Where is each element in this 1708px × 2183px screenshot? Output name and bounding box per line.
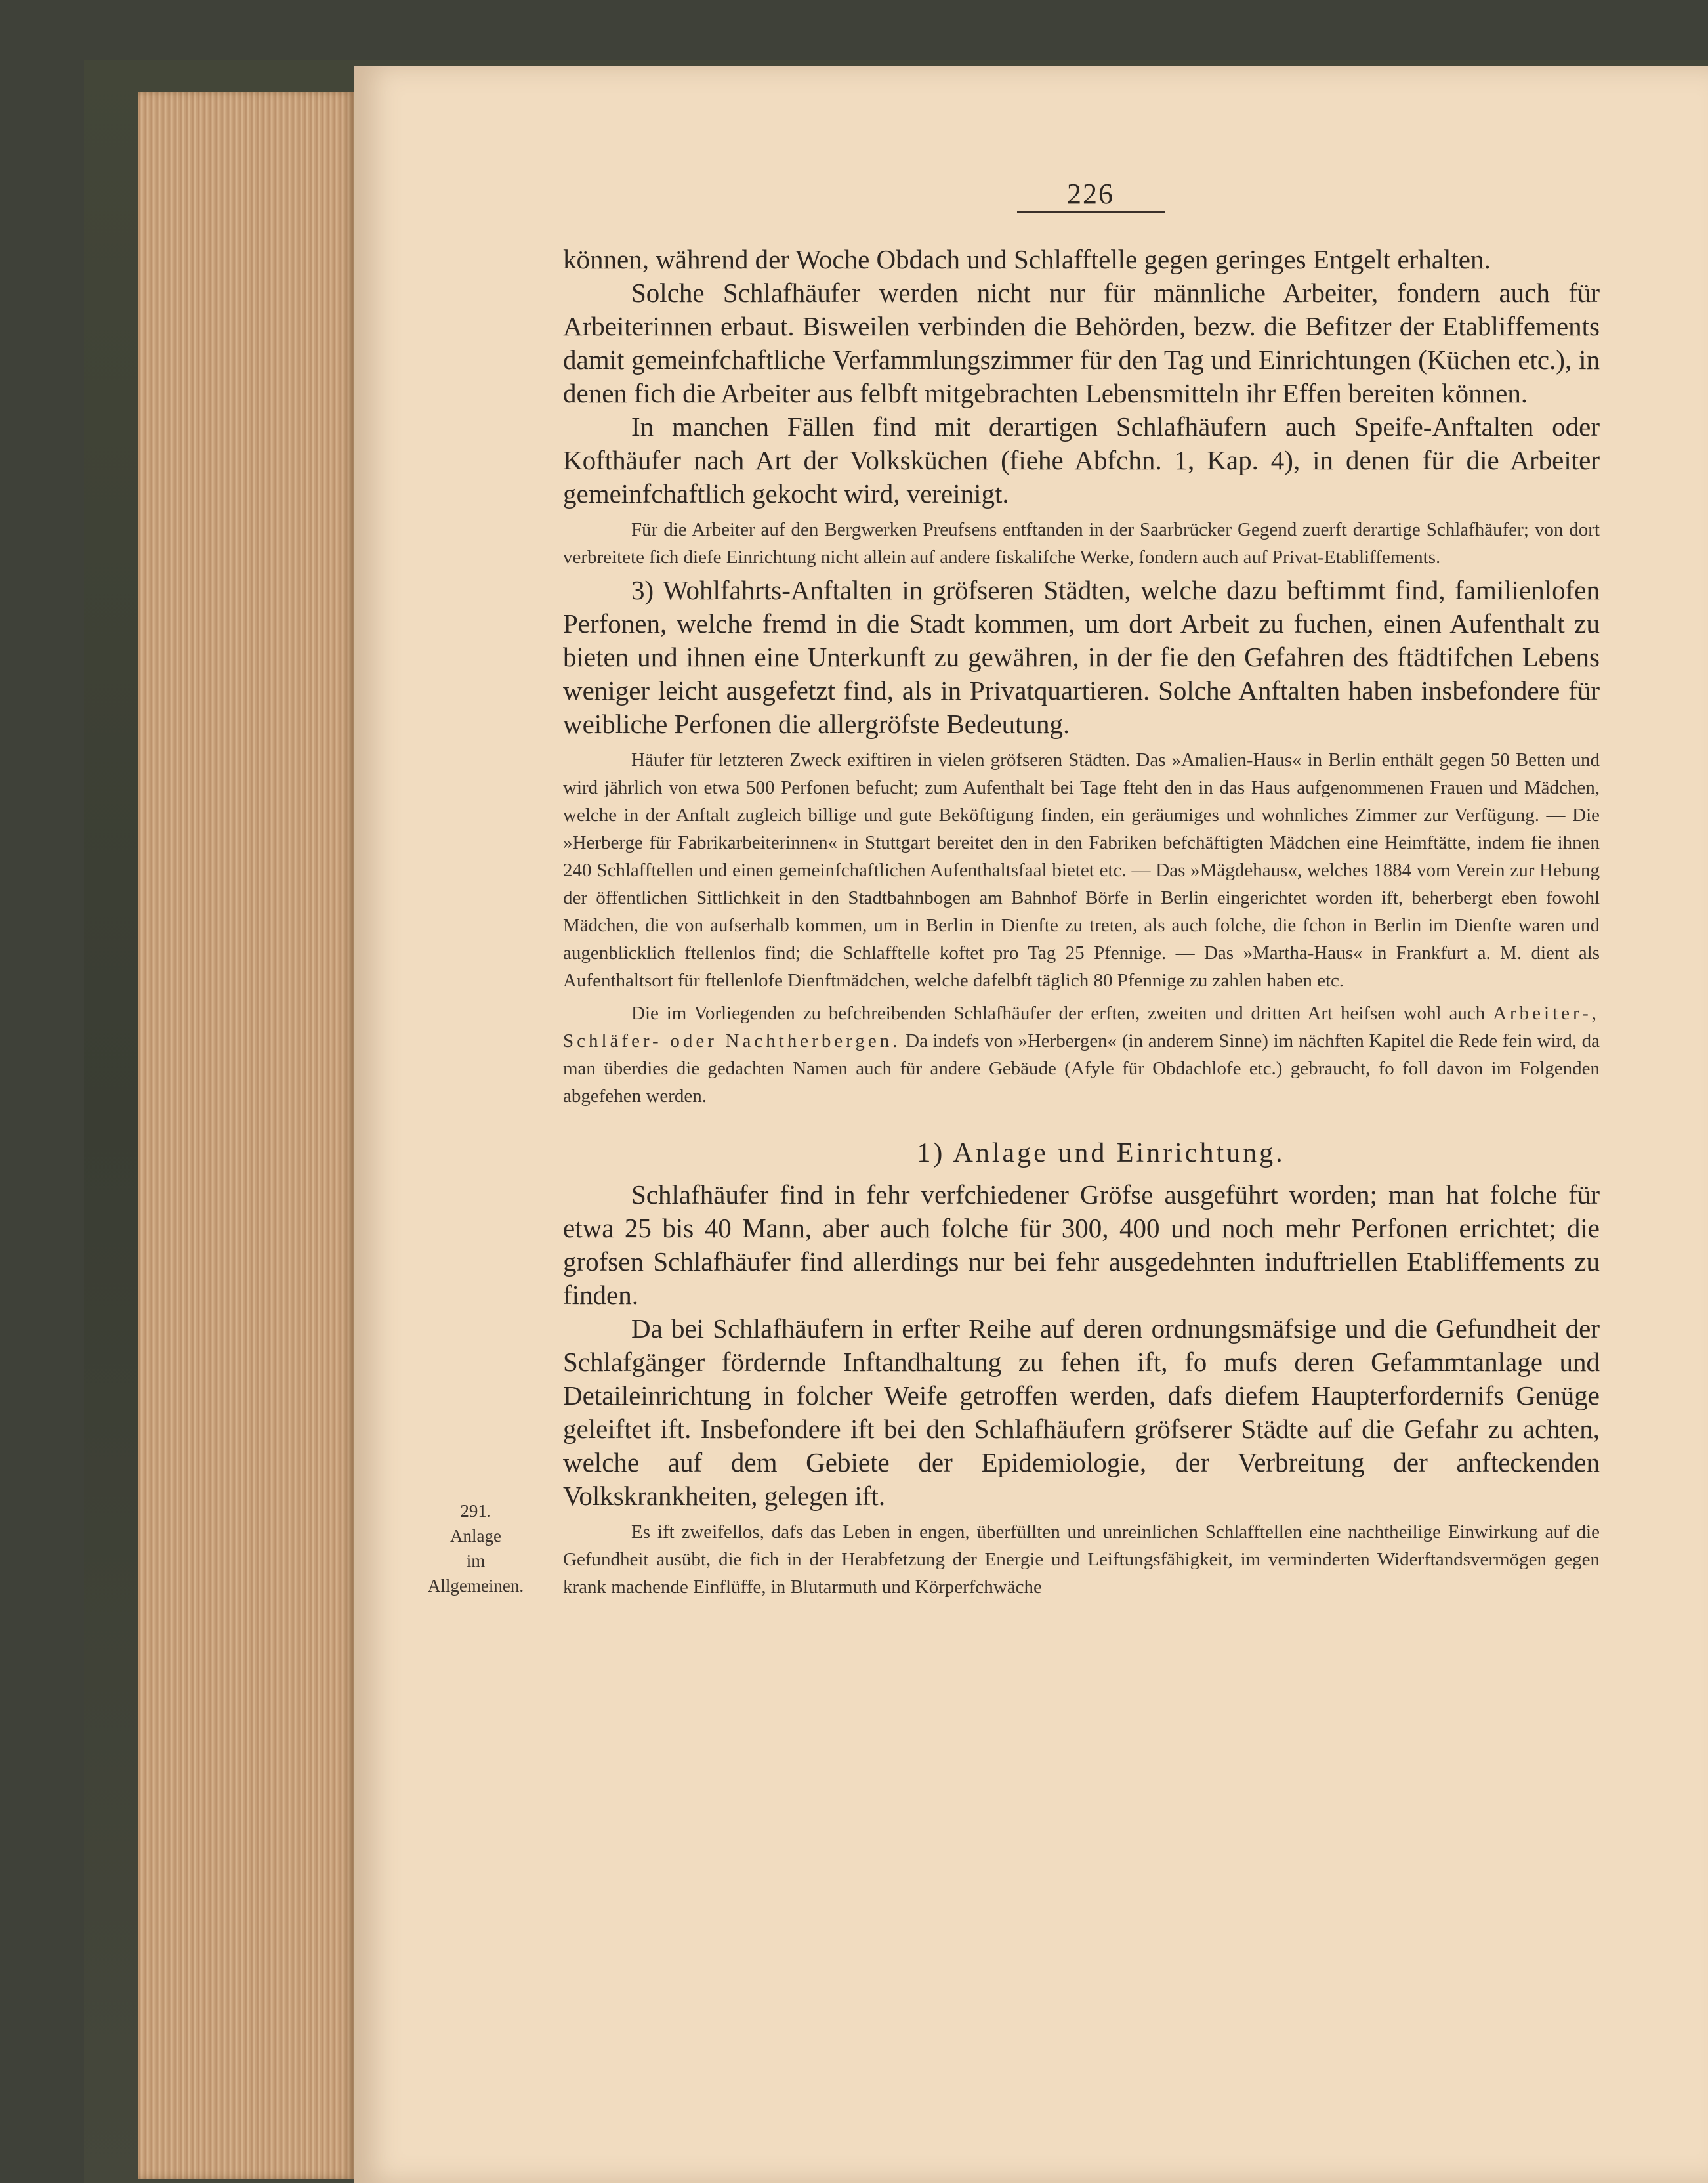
- spaced-term: Arbeiter-, Schläfer- oder Nachtherbergen.: [563, 1003, 1600, 1051]
- paragraph: Solche Schlafhäufer werden nicht nur für männliche Arbeiter, fondern auch für Arbeiterinnen erbaut. Bisweilen verbinden die Behörden, bezw. die Befitzer der Etabliffements damit gemeinfchaftliche Verfammlungszimmer für den Tag und Einrichtungen (Küchen etc.), in denen fich die Arbeiter aus felbft mitgebrachten Lebensmitteln ihr Effen bereiten können.: [563, 278, 1600, 408]
- footnote-paragraph: Es ift zweifellos, dafs das Leben in engen, überfüllten und unreinlichen Schlafftellen eine nachtheilige Einwirkung auf die Gefundheit ausübt, die fich in der Herabfetzung der Energie und Leiftungsfähigkeit, im verminderten Widerftandsvermögen gegen krank machende Einflüffe, in Blutarmuth und Körperfchwäche: [563, 1521, 1600, 1598]
- footnote-paragraph: [563, 1000, 1600, 1110]
- footnote-paragraph: Für die Arbeiter auf den Bergwerken Preufsens entftanden in der Saarbrücker Gegend zuerft derartige Schlafhäufer; von dort verbreitete fich diefe Einrichtung nicht allein auf andere fiskalifche Werke, fondern auch auf Privat-Etabliffements.: [563, 519, 1600, 568]
- text-column: [563, 243, 1600, 1603]
- paragraph: 3) Wohlfahrts-Anftalten in gröfseren Städten, welche dazu beftimmt find, familienlofen Perfonen, welche fremd in die Stadt kommen, um dort Arbeit zu fuchen, einen Aufenthalt zu bieten und ihnen eine Unterkunft zu gewähren, in der fie den Gefahren des ftädtifchen Lebens weniger leicht ausgefetzt find, als in Privatquartieren. Solche Anftalten haben insbefondere für weibliche Perfonen die allergröfste Bedeutung.: [563, 575, 1600, 739]
- footnote-text: Die im Vorliegenden zu befchreibenden Schlafhäufer der erften, zweiten und dritten Art heifsen wohl auch: [631, 1003, 1486, 1024]
- margin-note-number: 291.: [460, 1501, 491, 1521]
- margin-note-line: Allgemeinen.: [427, 1576, 524, 1596]
- margin-note: [427, 1498, 525, 1598]
- paragraph: In manchen Fällen find mit derartigen Schlafhäufern auch Speife-Anftalten oder Kofthäufer nach Art der Volksküchen (fiehe Abfchn. 1, Kap. 4), in denen für die Arbeiter gemeinfchaftlich gekocht wird, vereinigt.: [563, 412, 1600, 509]
- footnote-text: Da indefs von »Herbergen« (in anderem Sinne) im nächften Kapitel die Rede fein wird, da man überdies die gedachten Namen auch für andere Gebäude (Afyle für Obdachlofe etc.) gebraucht, fo foll davon im Folgenden abgefehen werden.: [563, 1030, 1600, 1107]
- footnote-paragraph: Häufer für letzteren Zweck exiftiren in vielen gröfseren Städten. Das »Amalien-Haus« in Berlin enthält gegen 50 Betten und wird jährlich von etwa 500 Perfonen befucht; zum Aufenthalt bei Tage fteht den in das Haus aufgenommenen Frauen und Mädchen, welche in der Anftalt zugleich billige und gute Beköftigung finden, ein geräumiges und wohnliches Zimmer zur Verfügung. — Die »Herberge für Fabrikarbeiterinnen« in Stuttgart bereitet den in den Fabriken befchäftigten Mädchen eine Heimftätte, indem fie ihnen 240 Schlafftellen und einen gemeinfchaftlichen Aufenthaltsfaal bietet etc. — Das »Mägdehaus«, welches 1884 vom Verein zur Hebung der öffentlichen Sittlichkeit in den Stadtbahnbogen am Bahnhof Börfe in Berlin eingerichtet worden ift, beherbergt eben fowohl Mädchen, die von aufserhalb kommen, um in Berlin in Dienfte zu treten, als auch folche, die fchon in Berlin im Dienfte waren und augenblicklich ftellenlos find; die Schlafftelle koftet pro Tag 25 Pfennige. — Das »Martha-Haus« in Frankfurt a. M. dient als Aufenthaltsort für ftellenlofe Dienftmädchen, welche dafelbft täglich 80 Pfennige zu zahlen haben etc.: [563, 750, 1600, 991]
- paragraph: Schlafhäufer find in fehr verfchiedener Gröfse ausgeführt worden; man hat folche für etwa 25 bis 40 Mann, aber auch folche für 300, 400 und noch mehr Perfonen errichtet; die grofsen Schlafhäufer find allerdings nur bei fehr ausgedehnten induftriellen Etabliffements zu finden.: [563, 1179, 1600, 1310]
- paragraph: Da bei Schlafhäufern in erfter Reihe auf deren ordnungsmäfsige und die Gefundheit der Schlafgänger fördernde Inftandhaltung zu fehen ift, fo mufs deren Gefammtanlage und Detaileinrichtung in folcher Weife getroffen werden, dafs diefem Haupterfordernifs Genüge geleiftet ift. Insbefondere ift bei den Schlafhäufern gröfserer Städte auf die Gefahr zu achten, welche auf dem Gebiete der Epidemiologie, der Verbreitung der anfteckenden Volkskrankheiten, gelegen ift.: [563, 1313, 1600, 1511]
- page-number: 226: [1067, 178, 1114, 210]
- margin-note-line: Anlage: [450, 1526, 501, 1546]
- paragraph: können, während der Woche Obdach und Schlafftelle gegen geringes Entgelt erhalten.: [563, 244, 1491, 274]
- book-page: [354, 66, 1708, 2183]
- page-number-rule: [1017, 211, 1165, 213]
- page-edges: [138, 92, 354, 2179]
- section-heading: 1) Anlage und Einrichtung.: [917, 1138, 1285, 1168]
- margin-note-line: im: [466, 1551, 486, 1571]
